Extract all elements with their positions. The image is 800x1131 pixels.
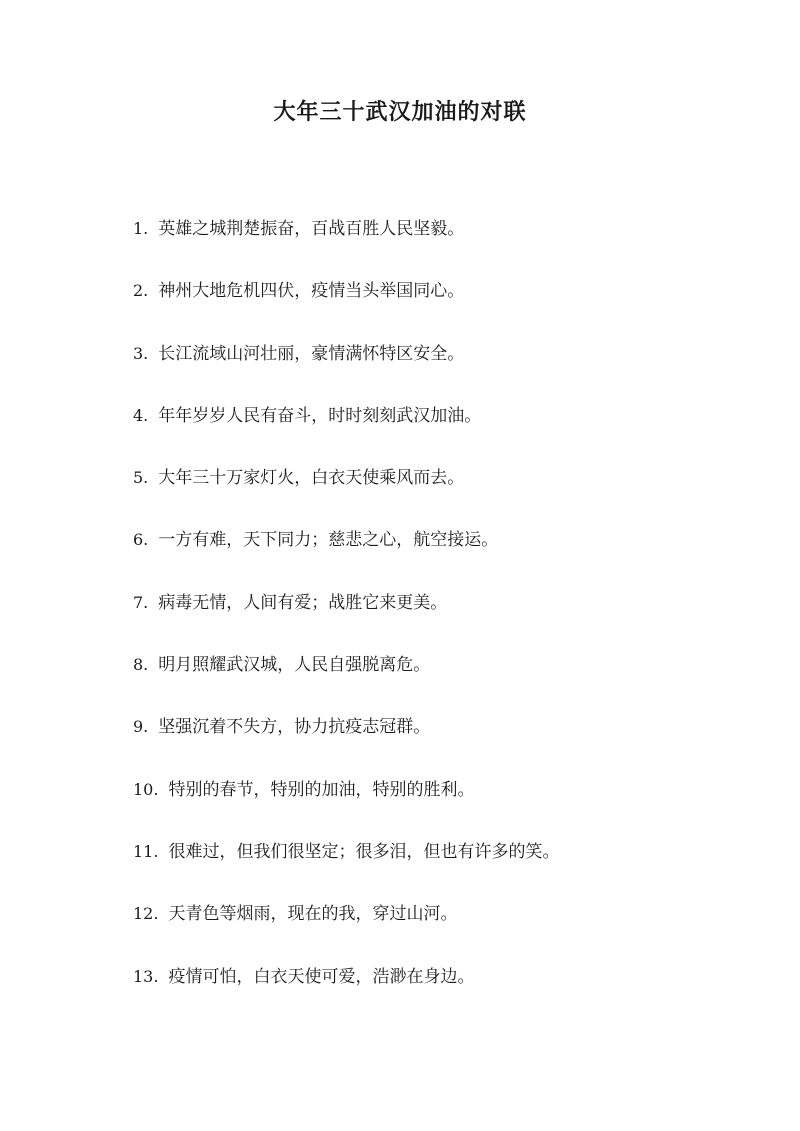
item-text: 明月照耀武汉城，人民自强脱离危。 [158, 655, 431, 676]
item-number: 11. [133, 841, 159, 861]
list-item [133, 775, 753, 837]
item-text: 天青色等烟雨，现在的我，穿过山河。 [168, 904, 458, 925]
item-number: 13. [133, 966, 159, 986]
item-number: 9. [133, 717, 149, 737]
item-number: 1. [133, 219, 149, 238]
item-text: 疫情可怕，白衣天使可爱，浩渺在身边。 [168, 966, 475, 987]
item-number: 12. [133, 904, 159, 924]
item-text: 坚强沉着不失方，协力抗疫志冠群。 [158, 717, 431, 738]
list-item [133, 962, 753, 1024]
item-text: 神州大地危机四伏，疫情当头举国同心。 [158, 281, 465, 302]
item-number: 5. [133, 468, 149, 488]
item-number: 7. [133, 592, 149, 612]
list-item [133, 712, 753, 774]
list-item [133, 401, 753, 463]
item-text: 年年岁岁人民有奋斗，时时刻刻武汉加油。 [158, 405, 482, 426]
list-item [133, 463, 753, 525]
list-item [133, 525, 753, 587]
item-number: 2. [133, 281, 149, 301]
list-item [133, 214, 753, 276]
list-item [133, 837, 753, 899]
item-number: 10. [133, 779, 159, 799]
item-text: 很难过，但我们很坚定；很多泪，但也有许多的笑。 [168, 841, 560, 862]
list-item [133, 899, 753, 961]
item-text: 英雄之城荆楚振奋，百战百胜人民坚毅。 [158, 219, 465, 239]
list-item [133, 650, 753, 712]
item-number: 4. [133, 405, 149, 425]
item-text: 长江流域山河壮丽，豪情满怀特区安全。 [158, 343, 465, 364]
item-number: 6. [133, 530, 149, 550]
page-title: 大年三十武汉加油的对联 [273, 99, 527, 125]
item-text: 特别的春节，特别的加油，特别的胜利。 [168, 779, 475, 800]
item-number: 3. [133, 343, 149, 363]
list-item [133, 339, 753, 401]
couplet-list [133, 214, 753, 1024]
item-number: 8. [133, 655, 149, 675]
item-text: 一方有难，天下同力；慈悲之心，航空接运。 [158, 530, 499, 551]
list-item [133, 588, 753, 650]
item-text: 大年三十万家灯火，白衣天使乘风而去。 [158, 468, 465, 489]
list-item [133, 276, 753, 338]
item-text: 病毒无情，人间有爱；战胜它来更美。 [158, 592, 448, 613]
